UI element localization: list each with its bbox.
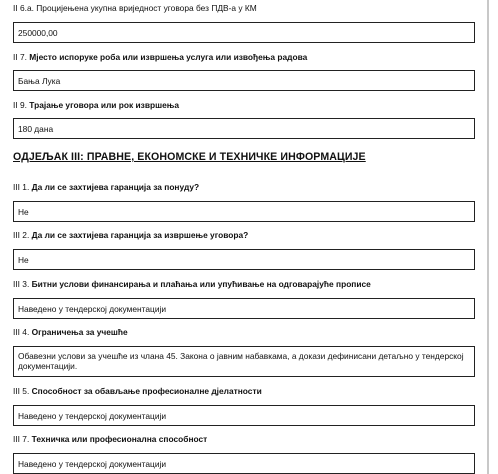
- field-value-professional-capability: Наведено у тендерској документацији: [13, 405, 475, 426]
- field-label-estimated-value: II 6.a. Процијењена укупна вриједност уговора без ПДВ-а у КМ: [13, 3, 257, 13]
- field-value-bid-guarantee: Не: [13, 201, 475, 222]
- field-label-technical-capability: III 7. Техничка или професионална способност: [13, 434, 208, 444]
- field-value-financing-conditions: Наведено у тендерској документацији: [13, 298, 475, 319]
- field-value-performance-guarantee: Не: [13, 249, 475, 270]
- field-label-delivery-place: II 7. Мјесто испоруке роба или извршења услуга или извођења радова: [13, 52, 308, 62]
- page-edge-divider: [487, 0, 489, 474]
- field-label-duration: II 9. Трајање уговора или рок извршења: [13, 100, 179, 110]
- field-label-professional-capability: III 5. Способност за обављање професионалне дјелатности: [13, 386, 262, 396]
- section-heading-iii: ОДЈЕЉАК III: ПРАВНЕ, ЕКОНОМСКЕ И ТЕХНИЧКЕ ИНФОРМАЦИЈЕ: [13, 151, 366, 163]
- field-value-technical-capability: Наведено у тендерској документацији: [13, 453, 475, 474]
- field-value-delivery-place: Бања Лука: [13, 70, 475, 91]
- field-value-participation-limits: Обавезни услови за учешће из члана 45. Закона о јавним набавкама, а докази дефинисани детаљно у тендерској документацији.: [13, 346, 475, 377]
- field-label-performance-guarantee: III 2. Да ли се захтијева гаранција за извршење уговора?: [13, 230, 249, 240]
- field-label-financing-conditions: III 3. Битни услови финансирања и плаћања или упућивање на одговарајуће прописе: [13, 279, 371, 289]
- field-value-estimated-value: 250000,00: [13, 22, 475, 43]
- field-label-bid-guarantee: III 1. Да ли се захтијева гаранција за понуду?: [13, 182, 200, 192]
- field-value-duration: 180 дана: [13, 118, 475, 139]
- field-label-participation-limits: III 4. Ограничења за учешће: [13, 327, 128, 337]
